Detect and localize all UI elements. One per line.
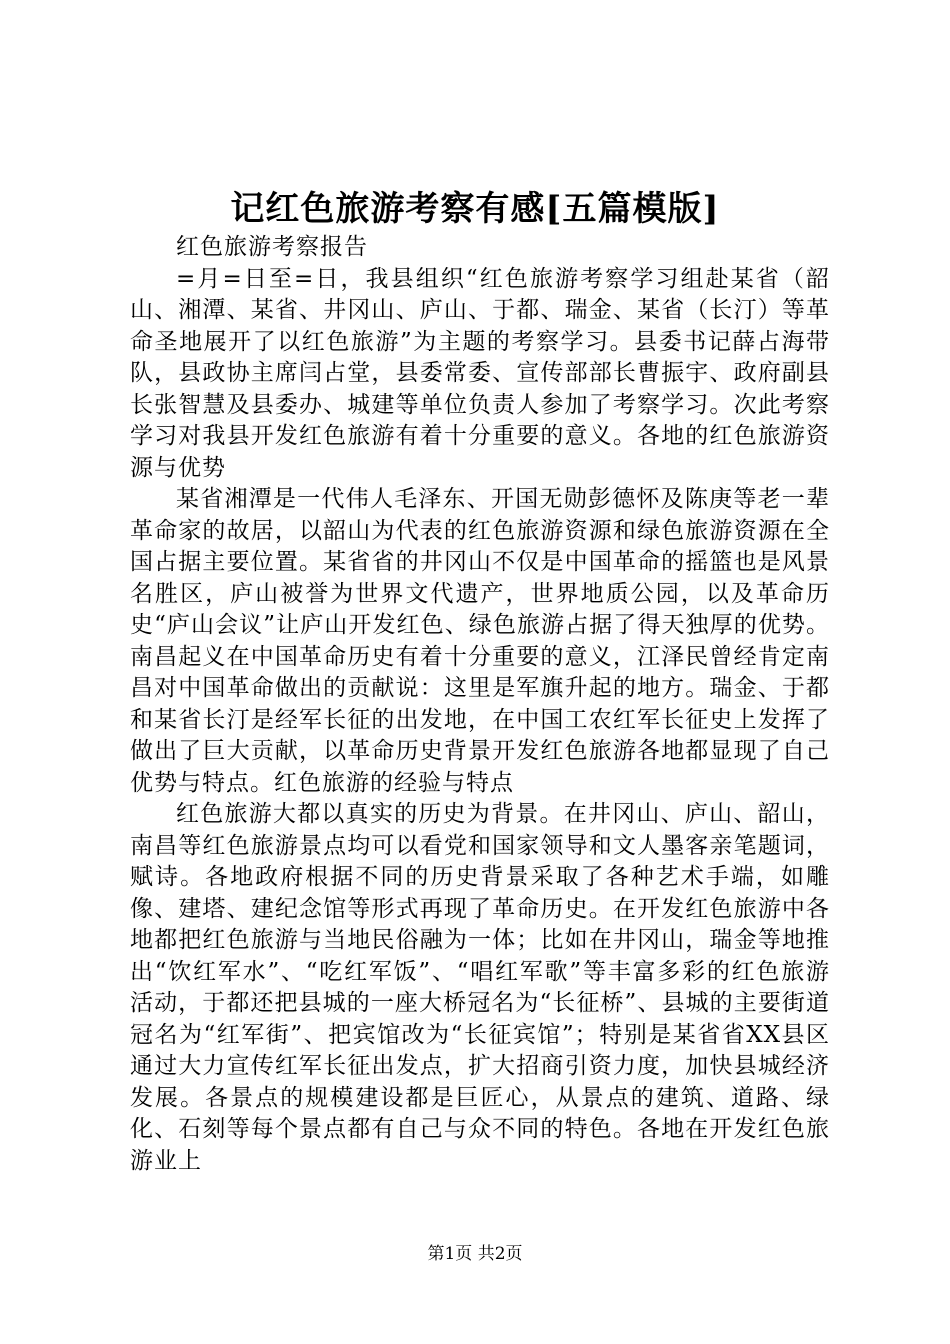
page-footer: 第1页 共2页: [427, 1244, 523, 1264]
paragraph-experience: 红色旅游大都以真实的历史为背景。在井冈山、庐山、韶山，南昌等红色旅游景点均可以看党和国家领导和文人墨客亲笔题词，赋诗。各地政府根据不同的历史背景采取了各种艺术手端，如雕像、建塔、建纪念馆等形式再现了革命历史。在开发红色旅游中各地都把红色旅游与当地民俗融为一体；比如在井冈山，瑞金等地推出“饮红军水”、“吃红军饭”、“唱红军歌”等丰富多彩的红色旅游活动，于都还把县城的一座大桥冠名为“长征桥”、县城的主要街道冠名为“红军街”、把宾馆改为“长征宾馆”；特别是某省省XX县区通过大力宣传红军长征出发点，扩大招商引资力度，加快县城经济发展。各景点的规模建设都是巨匠心，从景点的建筑、道路、绿化、石刻等每个景点都有自己与众不同的特色。各地在开发红色旅游业上: [130, 801, 830, 1174]
document-body: [130, 232, 830, 1177]
paragraph-report-heading: 红色旅游考察报告: [176, 234, 368, 260]
document-title: 记红色旅游考察有感[五篇模版]: [230, 189, 720, 229]
paragraph-resources: 某省湘潭是一代伟人毛泽东、开国无勋彭德怀及陈庚等老一辈革命家的故居，以韶山为代表的红色旅游资源和绿色旅游资源在全国占据主要位置。某省省的井冈山不仅是中国革命的摇篮也是风景名胜区，庐山被誉为世界文代遗产，世界地质公园，以及革命历史“庐山会议”让庐山开发红色、绿色旅游占据了得天独厚的优势。南昌起义在中国革命历史有着十分重要的意义，江泽民曾经肯定南昌对中国革命做出的贡献说：这里是军旗升起的地方。瑞金、于都和某省长汀是经军长征的出发地，在中国工农红军长征史上发挥了做出了巨大贡献，以革命历史背景开发红色旅游各地都显现了自己优势与特点。红色旅游的经验与特点: [130, 486, 830, 796]
paragraph-intro: =月=日至=日，我县组织“红色旅游考察学习组赴某省（韶山、湘潭、某省、井冈山、庐山、于都、瑞金、某省（长汀）等革命圣地展开了以红色旅游”为主题的考察学习。县委书记薛占海带队，县政协主席闫占堂，县委常委、宣传部部长曹振宇、政府副县长张智慧及县委办、城建等单位负责人参加了考察学习。次此考察学习对我县开发红色旅游有着十分重要的意义。各地的红色旅游资源与优势: [130, 265, 830, 481]
